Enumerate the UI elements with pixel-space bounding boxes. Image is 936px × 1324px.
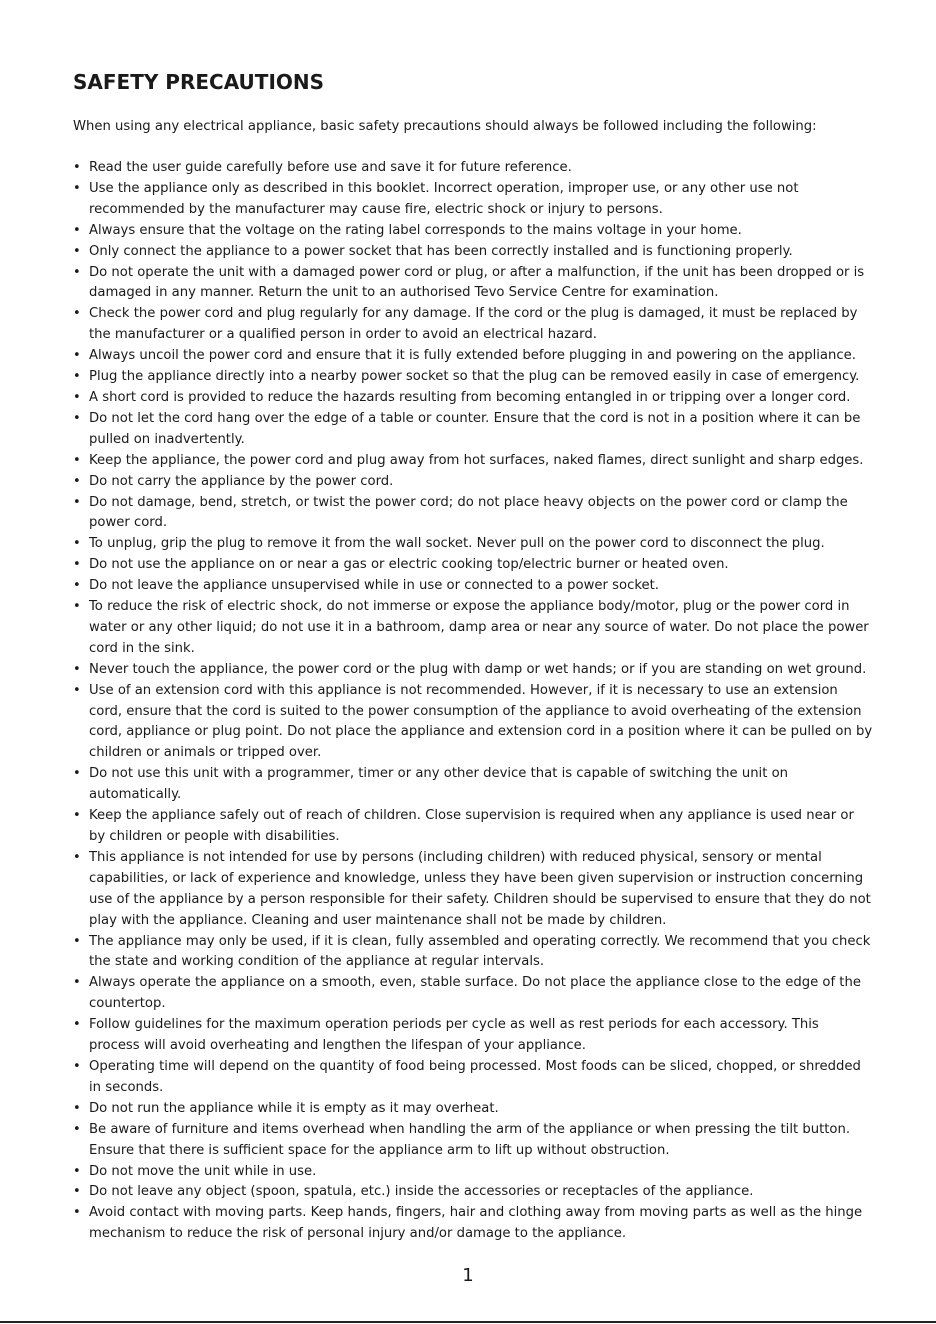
bullet-icon: •	[73, 473, 81, 489]
list-item	[73, 179, 873, 221]
list-item-text: Do not move the unit while in use.	[89, 1163, 317, 1179]
bullet-icon: •	[73, 1121, 81, 1137]
list-item	[73, 472, 873, 493]
list-item	[73, 1099, 873, 1120]
bullet-icon: •	[73, 160, 81, 175]
list-item-text: Always operate the appliance on a smooth, even, stable surface. Do not place the appliance close to the edge of the countertop.	[89, 975, 861, 1012]
list-item	[73, 263, 873, 305]
list-item	[73, 1057, 873, 1099]
bullet-icon: •	[73, 557, 81, 573]
list-item	[73, 158, 873, 179]
list-item-text: Do not damage, bend, stretch, or twist the power cord; do not place heavy objects on the power cord or clamp the power cord.	[89, 494, 848, 531]
list-item-text: Do not use this unit with a programmer, timer or any other device that is capable of switching the unit on automatically.	[89, 766, 789, 803]
list-item-text: This appliance is not intended for use by persons (including children) with reduced physical, sensory or mental capabilities, or lack of experience and knowledge, unless they have been given supervision or instruction concerning use of the appliance by a person responsible for their safety. Children should be supervised to ensure that they do not play with the appliance. Cleaning and user maintenance shall not be made by children.	[89, 849, 871, 928]
list-item	[73, 973, 873, 1015]
list-item	[73, 221, 873, 242]
list-item	[73, 555, 873, 576]
list-item-text: To reduce the risk of electric shock, do not immerse or expose the appliance body/motor, plug or the power cord in water or any other liquid; do not use it in a bathroom, damp area or near any source of water. Do not place the power cord in the sink.	[89, 599, 869, 656]
list-item	[73, 304, 873, 346]
list-item-text: Keep the appliance, the power cord and plug away from hot surfaces, naked flames, direct sunlight and sharp edges.	[89, 452, 864, 468]
list-item	[73, 660, 873, 681]
list-item	[73, 1182, 873, 1203]
bullet-icon: •	[73, 1017, 81, 1033]
bullet-icon: •	[73, 599, 81, 615]
list-item-text: Be aware of furniture and items overhead when handling the arm of the appliance or when pressing the tilt button. Ensure that there is sufficient space for the appliance arm to lift up without obstruction.	[89, 1121, 851, 1158]
bullet-icon: •	[73, 578, 81, 594]
bottom-divider	[0, 1321, 936, 1323]
list-item	[73, 1162, 873, 1183]
bullet-icon: •	[73, 348, 81, 364]
list-item-text: To unplug, grip the plug to remove it from the wall socket. Never pull on the power cord to disconnect the plug.	[89, 536, 825, 552]
bullet-icon: •	[73, 536, 81, 552]
list-item-text: Follow guidelines for the maximum operation periods per cycle as well as rest periods for each accessory. This process will avoid overheating and lengthen the lifespan of your appliance.	[89, 1017, 819, 1054]
bullet-icon: •	[73, 682, 81, 698]
list-item-text: Do not operate the unit with a damaged power cord or plug, or after a malfunction, if the unit has been dropped or is damaged in any manner. Return the unit to an authorised Tevo Service Centre for examination.	[89, 264, 865, 301]
list-item	[73, 346, 873, 367]
bullet-icon: •	[73, 222, 81, 238]
list-item-text: Plug the appliance directly into a nearby power socket so that the plug can be removed easily in case of emergency.	[89, 369, 860, 385]
list-item	[73, 493, 873, 535]
list-item	[73, 534, 873, 555]
list-item-text: Always uncoil the power cord and ensure that it is fully extended before plugging in and powering on the appliance.	[89, 348, 856, 364]
list-item	[73, 806, 873, 848]
bullet-icon: •	[73, 1205, 81, 1221]
list-item-text: Keep the appliance safely out of reach of children. Close supervision is required when any appliance is used near or by children or people with disabilities.	[89, 808, 854, 844]
bullet-icon: •	[73, 243, 81, 259]
list-item-text: Always ensure that the voltage on the rating label corresponds to the mains voltage in your home.	[89, 222, 742, 238]
list-item	[73, 576, 873, 597]
bullet-icon: •	[73, 661, 81, 677]
bullet-icon: •	[73, 410, 81, 426]
list-item-text: Do not leave the appliance unsupervised while in use or connected to a power socket.	[89, 578, 659, 594]
list-item-text: Only connect the appliance to a power socket that has been correctly installed and is functioning properly.	[89, 243, 793, 259]
bullet-icon: •	[73, 1163, 81, 1179]
list-item-text: Check the power cord and plug regularly for any damage. If the cord or the plug is damaged, it must be replaced by the manufacturer or a qualified person in order to avoid an electrical hazard.	[89, 306, 858, 343]
bullet-icon: •	[73, 975, 81, 991]
bullet-icon: •	[73, 494, 81, 510]
bullet-icon: •	[73, 180, 81, 196]
list-item	[73, 409, 873, 451]
bullet-icon: •	[73, 933, 81, 949]
list-item	[73, 848, 873, 932]
page-title: SAFETY PRECAUTIONS	[73, 70, 325, 94]
list-item	[73, 1015, 873, 1057]
list-item	[73, 932, 873, 974]
list-item	[73, 597, 873, 660]
list-item-text: Read the user guide carefully before use and save it for future reference.	[89, 160, 572, 175]
list-item	[73, 681, 873, 765]
bullet-icon: •	[73, 264, 81, 280]
list-item-text: Avoid contact with moving parts. Keep hands, fingers, hair and clothing away from moving parts as well as the hinge mechanism to reduce the risk of personal injury and/or damage to the appliance.	[89, 1205, 863, 1242]
bullet-icon: •	[73, 1058, 81, 1074]
bullet-icon: •	[73, 452, 81, 468]
list-item	[73, 1120, 873, 1162]
intro-paragraph: When using any electrical appliance, basic safety precautions should always be followed including the following:	[73, 119, 817, 134]
bullet-icon: •	[73, 808, 81, 824]
list-item	[73, 764, 873, 806]
list-item	[73, 1203, 873, 1245]
list-item-text: Never touch the appliance, the power cord or the plug with damp or wet hands; or if you are standing on wet ground.	[89, 661, 867, 677]
list-item	[73, 388, 873, 409]
list-item	[73, 242, 873, 263]
list-item	[73, 451, 873, 472]
page-number: 1	[462, 1265, 474, 1286]
list-item-text: Do not carry the appliance by the power cord.	[89, 473, 394, 489]
precautions-list	[73, 158, 873, 1245]
bullet-icon: •	[73, 766, 81, 782]
bullet-icon: •	[73, 389, 81, 405]
list-item-text: Do not use the appliance on or near a gas or electric cooking top/electric burner or heated oven.	[89, 557, 729, 573]
list-item-text: Operating time will depend on the quantity of food being processed. Most foods can be sliced, chopped, or shredded in seconds.	[89, 1058, 861, 1095]
list-item-text: Use of an extension cord with this appliance is not recommended. However, if it is necessary to use an extension cord, ensure that the cord is suited to the power consumption of the appliance to avoid overheating of the extension cord, appliance or plug point. Do not place the appliance and extension cord in a position where it can be pulled on by children or animals or tripped over.	[89, 682, 873, 761]
bullet-icon: •	[73, 1100, 81, 1116]
list-item-text: The appliance may only be used, if it is clean, fully assembled and operating correctly. We recommend that you check the state and working condition of the appliance at regular intervals.	[89, 933, 871, 970]
list-item-text: Do not leave any object (spoon, spatula, etc.) inside the accessories or receptacles of the appliance.	[89, 1184, 754, 1200]
bullet-icon: •	[73, 1184, 81, 1200]
list-item-text: Do not let the cord hang over the edge of a table or counter. Ensure that the cord is not in a position where it can be pulled on inadvertently.	[89, 410, 861, 447]
list-item-text: Do not run the appliance while it is empty as it may overheat.	[89, 1100, 499, 1116]
list-item-text: Use the appliance only as described in this booklet. Incorrect operation, improper use, or any other use not recommended by the manufacturer may cause fire, electric shock or injury to persons.	[89, 180, 799, 217]
list-item-text: A short cord is provided to reduce the hazards resulting from becoming entangled in or tripping over a longer cord.	[89, 389, 851, 405]
list-item	[73, 367, 873, 388]
bullet-icon: •	[73, 306, 81, 322]
bullet-icon: •	[73, 849, 81, 865]
bullet-icon: •	[73, 369, 81, 385]
